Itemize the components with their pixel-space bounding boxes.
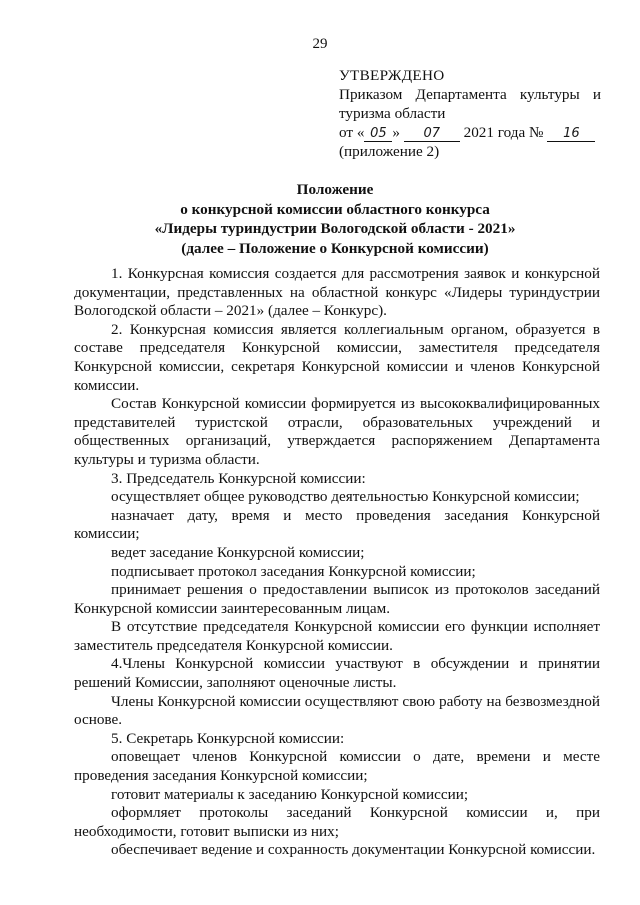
paragraph: осуществляет общее руководство деятельностью Конкурсной комиссии; xyxy=(111,488,580,506)
document-body xyxy=(74,265,600,860)
approval-order-line: Приказом Департамента культуры и xyxy=(339,86,601,103)
paragraph: ведет заседание Конкурсной комиссии; xyxy=(111,543,365,561)
paragraph: 1. Конкурсная комиссия создается для рассмотрения заявок и конкурсной документации, представленных на областной конкурс «Лидеры туриндустрии Вологодской области – 2021» (далее – Конкурс). xyxy=(74,265,600,320)
paragraph: 3. Председатель Конкурсной комиссии: xyxy=(111,469,366,487)
paragraph: Члены Конкурсной комиссии осуществляют свою работу на безвозмездной основе. xyxy=(74,692,600,729)
paragraph: принимает решения о предоставлении выписок из протоколов заседаний Конкурсной комиссии заинтересованным лицам. xyxy=(74,581,600,617)
date-mid: » xyxy=(392,124,401,141)
paragraph: 4.Члены Конкурсной комиссии участвуют в обсуждении и принятии решений Комиссии, заполняют оценочные листы. xyxy=(74,655,600,692)
approval-title: УТВЕРЖДЕНО xyxy=(339,67,445,84)
heading-contest-name: «Лидеры туриндустрии Вологодской области - 2021» xyxy=(154,220,516,237)
date-suffix: 2021 года № xyxy=(463,124,544,141)
handwritten-day: 05 xyxy=(364,127,392,142)
paragraph: оформляет протоколы заседаний Конкурсной комиссии и, при необходимости, готовит выписки из них; xyxy=(74,804,600,840)
handwritten-order-number: 16 xyxy=(547,127,595,142)
heading-title: Положение xyxy=(296,181,374,198)
paragraph: обеспечивает ведение и сохранность документации Конкурсной комиссии. xyxy=(111,841,596,859)
paragraph: назначает дату, время и место проведения заседания Конкурсной комиссии; xyxy=(74,506,600,543)
paragraph: готовит материалы к заседанию Конкурсной комиссии; xyxy=(111,785,469,803)
paragraph: Состав Конкурсной комиссии формируется из высококвалифицированных представителей туристской отрасли, образовательных учреждений и общественных организаций, утверждается распоряжением Департамента культуры и туризма области. xyxy=(74,395,600,468)
approval-appendix: (приложение 2) xyxy=(339,143,440,160)
paragraph: 2. Конкурсная комиссия является коллегиальным органом, образуется в составе председателя Конкурсной комиссии, заместителя председателя Конкурсной комиссии, секретаря Конкурсной комиссии и членов Конкурсной комиссии. xyxy=(74,320,600,394)
approval-block xyxy=(339,66,601,161)
heading-short-name: (далее – Положение о Конкурсной комиссии) xyxy=(181,239,489,257)
paragraph: оповещает членов Конкурсной комиссии о дате, времени и месте проведения заседания Конкурсной комиссии; xyxy=(74,748,600,785)
approval-department-line: туризма области xyxy=(339,105,446,122)
paragraph: В отсутствие председателя Конкурсной комиссии его функции исполняет заместитель председателя Конкурсной комиссии. xyxy=(74,618,600,654)
paragraph: 5. Секретарь Конкурсной комиссии: xyxy=(111,729,345,747)
date-prefix: от « xyxy=(339,124,365,141)
heading-subtitle: о конкурсной комиссии областного конкурса xyxy=(180,200,490,218)
page-number: 29 xyxy=(312,36,328,52)
handwritten-month: 07 xyxy=(404,127,460,142)
paragraph: подписывает протокол заседания Конкурсной комиссии; xyxy=(111,562,476,580)
document-heading xyxy=(70,180,600,258)
approval-date-line xyxy=(339,123,601,142)
